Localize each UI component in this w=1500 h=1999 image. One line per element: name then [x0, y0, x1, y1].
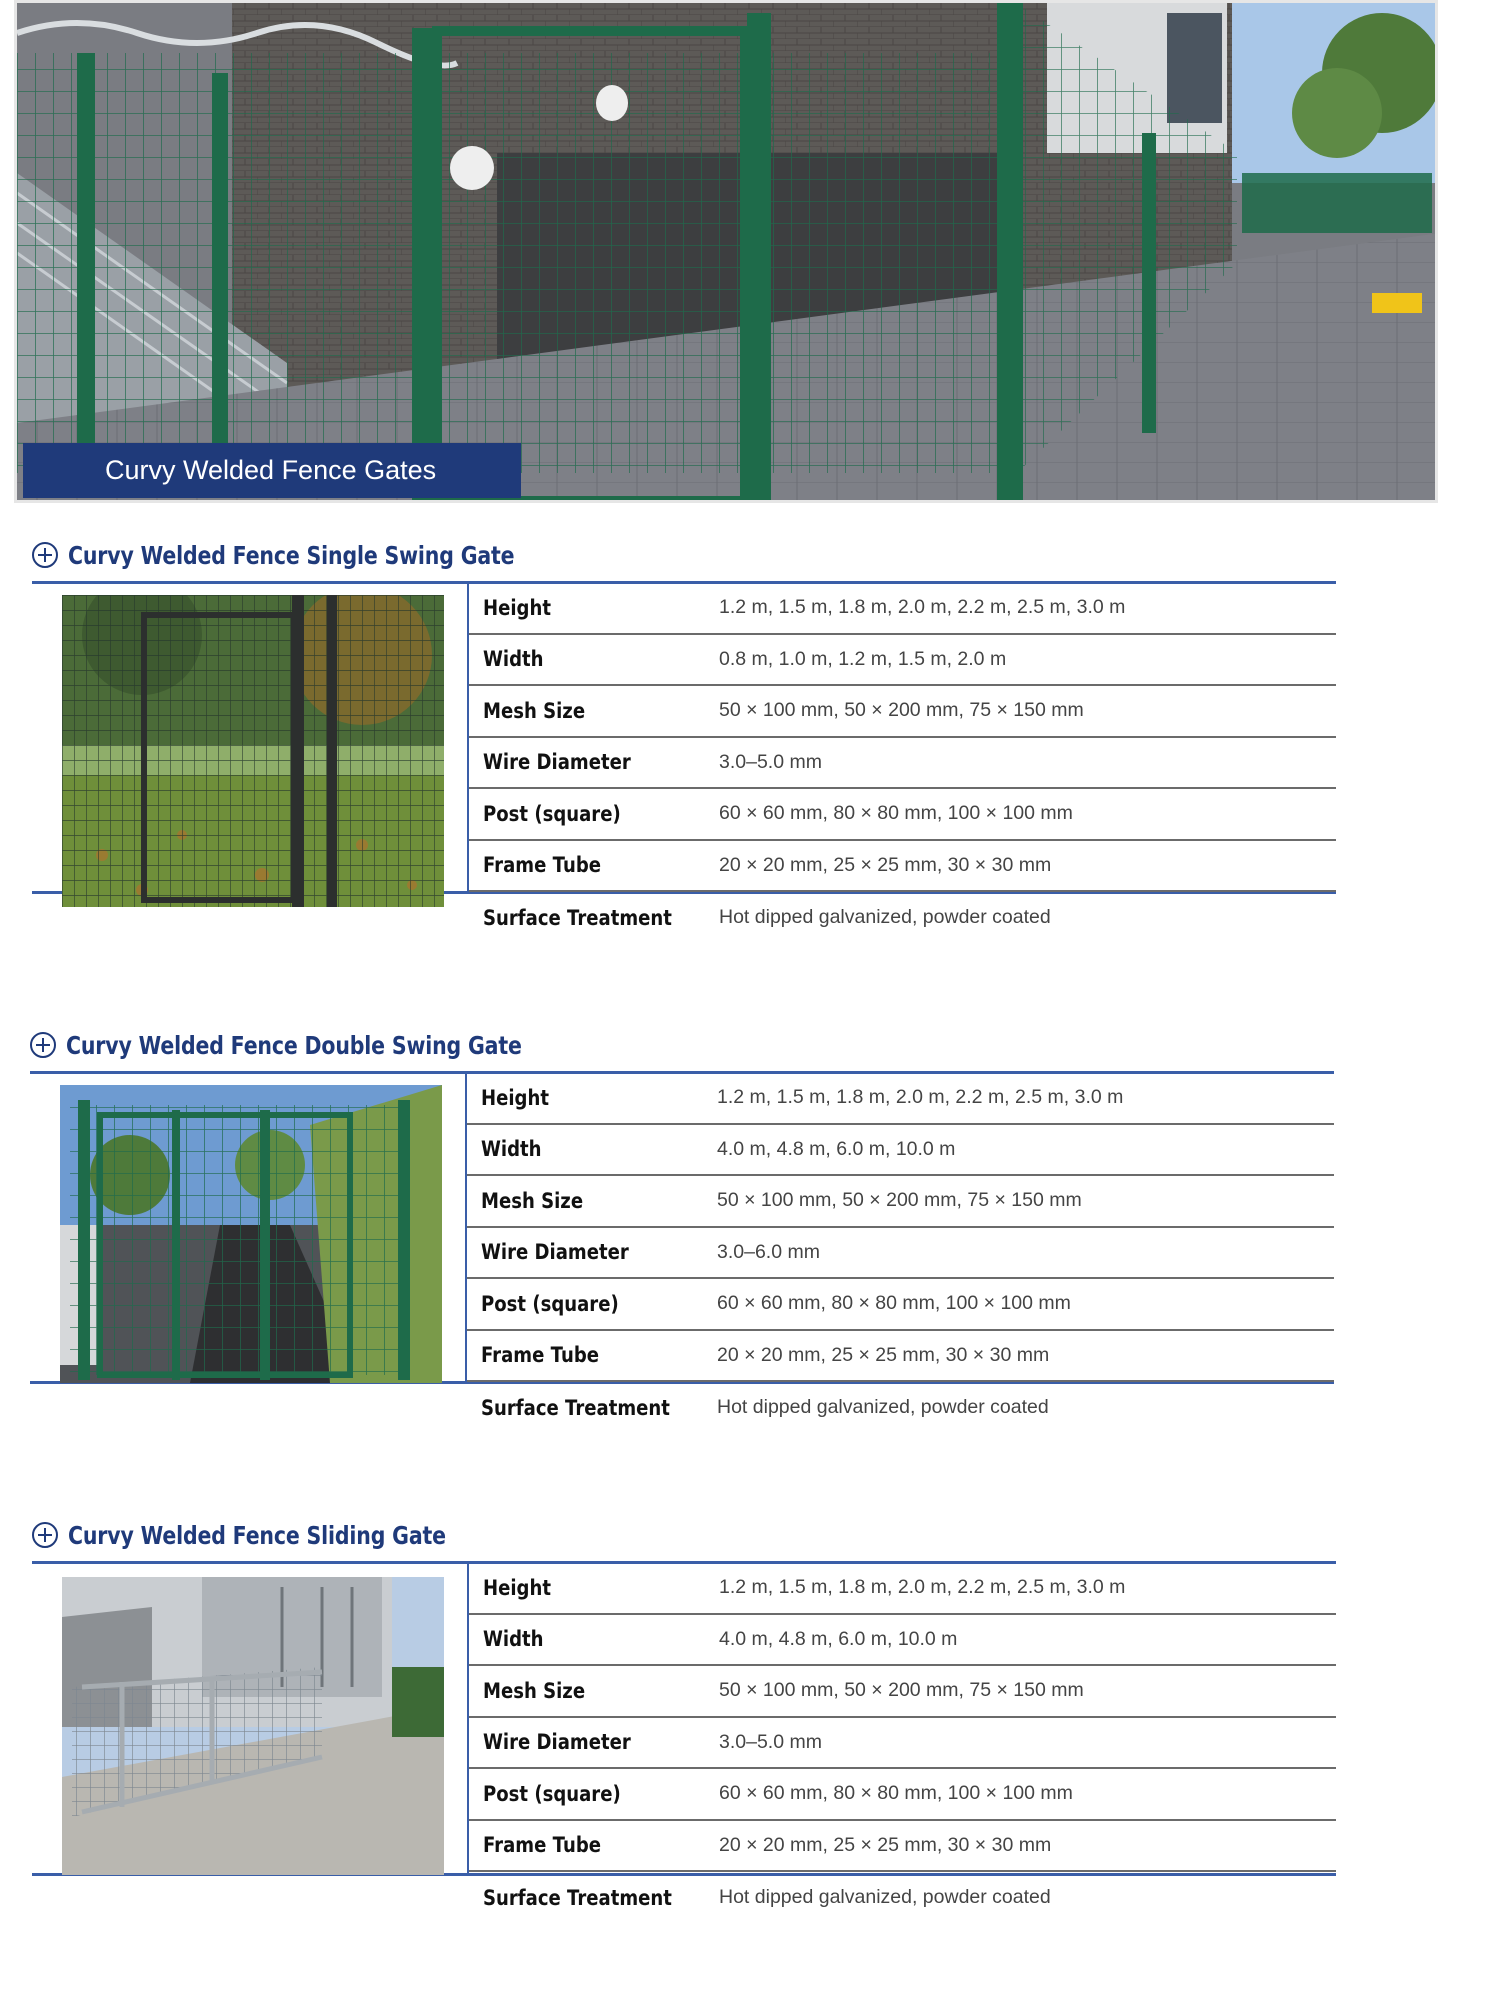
- spec-label: Width: [481, 1137, 542, 1162]
- section-title-row: [30, 1023, 1334, 1067]
- section-title-row: [32, 1513, 1336, 1557]
- sliding-gate-photo: [62, 1577, 444, 1875]
- spec-label: Frame Tube: [483, 1833, 602, 1858]
- spec-value: 3.0–5.0 mm: [719, 750, 822, 773]
- spec-row-frame-tube: [469, 1821, 1336, 1873]
- spec-table: [469, 583, 1336, 944]
- fence-gate-hero-image: [17, 3, 1438, 503]
- plus-circle-icon[interactable]: [32, 1522, 58, 1548]
- spec-value: 1.2 m, 1.5 m, 1.8 m, 2.0 m, 2.2 m, 2.5 m, 3.0 m: [717, 1086, 1124, 1109]
- spec-label: Post (square): [481, 1291, 619, 1316]
- spec-value: 20 × 20 mm, 25 × 25 mm, 30 × 30 mm: [719, 1833, 1052, 1856]
- spec-label: Wire Diameter: [481, 1240, 629, 1265]
- spec-row-height: [469, 583, 1336, 635]
- spec-value: 3.0–6.0 mm: [717, 1240, 820, 1263]
- spec-row-post: [469, 1769, 1336, 1821]
- spec-row-mesh-size: [467, 1176, 1334, 1228]
- spec-label: Mesh Size: [483, 698, 586, 723]
- spec-row-surface-treatment: [469, 1872, 1336, 1924]
- spec-label: Mesh Size: [481, 1188, 584, 1213]
- spec-row-wire-diameter: [469, 738, 1336, 790]
- section-title: Curvy Welded Fence Double Swing Gate: [66, 1030, 522, 1060]
- spec-label: Surface Treatment: [483, 905, 672, 930]
- spec-label: Width: [483, 647, 544, 672]
- double-swing-gate-photo: [60, 1085, 442, 1383]
- spec-row-frame-tube: [467, 1331, 1334, 1383]
- spec-value: Hot dipped galvanized, powder coated: [719, 906, 1051, 929]
- hero-caption: Curvy Welded Fence Gates: [23, 443, 521, 498]
- spec-label: Height: [481, 1085, 549, 1110]
- section-title: Curvy Welded Fence Single Swing Gate: [68, 540, 515, 570]
- spec-label: Wire Diameter: [483, 750, 631, 775]
- spec-row-width: [469, 1615, 1336, 1667]
- spec-label: Mesh Size: [483, 1678, 586, 1703]
- spec-value: 1.2 m, 1.5 m, 1.8 m, 2.0 m, 2.2 m, 2.5 m, 3.0 m: [719, 1576, 1126, 1599]
- spec-value: 4.0 m, 4.8 m, 6.0 m, 10.0 m: [719, 1627, 958, 1650]
- spec-value: 50 × 100 mm, 50 × 200 mm, 75 × 150 mm: [719, 1679, 1084, 1702]
- spec-row-post: [467, 1279, 1334, 1331]
- spec-row-height: [469, 1563, 1336, 1615]
- sliding-gate-section: [32, 1513, 1336, 1953]
- single-swing-gate-photo: [62, 595, 444, 907]
- spec-label: Post (square): [483, 1781, 621, 1806]
- spec-value: 60 × 60 mm, 80 × 80 mm, 100 × 100 mm: [717, 1292, 1071, 1315]
- spec-label: Height: [483, 595, 551, 620]
- single-swing-gate-section: [32, 533, 1336, 953]
- spec-value: 3.0–5.0 mm: [719, 1730, 822, 1753]
- spec-table: [469, 1563, 1336, 1924]
- spec-value: 0.8 m, 1.0 m, 1.2 m, 1.5 m, 2.0 m: [719, 647, 1007, 670]
- spec-row-mesh-size: [469, 686, 1336, 738]
- spec-label: Surface Treatment: [483, 1885, 672, 1910]
- spec-value: 20 × 20 mm, 25 × 25 mm, 30 × 30 mm: [717, 1343, 1050, 1366]
- spec-row-height: [467, 1073, 1334, 1125]
- spec-value: Hot dipped galvanized, powder coated: [719, 1886, 1051, 1909]
- spec-label: Width: [483, 1627, 544, 1652]
- spec-row-surface-treatment: [469, 892, 1336, 944]
- spec-row-wire-diameter: [469, 1718, 1336, 1770]
- section-title: Curvy Welded Fence Sliding Gate: [68, 1520, 446, 1550]
- spec-label: Surface Treatment: [481, 1395, 670, 1420]
- plus-circle-icon[interactable]: [32, 542, 58, 568]
- section-title-row: [32, 533, 1336, 577]
- spec-value: 60 × 60 mm, 80 × 80 mm, 100 × 100 mm: [719, 1782, 1073, 1805]
- spec-label: Frame Tube: [483, 853, 602, 878]
- spec-table: [467, 1073, 1334, 1434]
- plus-circle-icon[interactable]: [30, 1032, 56, 1058]
- double-swing-gate-section: [30, 1023, 1334, 1443]
- spec-value: 50 × 100 mm, 50 × 200 mm, 75 × 150 mm: [717, 1189, 1082, 1212]
- spec-value: 1.2 m, 1.5 m, 1.8 m, 2.0 m, 2.2 m, 2.5 m, 3.0 m: [719, 596, 1126, 619]
- spec-row-width: [469, 635, 1336, 687]
- spec-row-post: [469, 789, 1336, 841]
- spec-value: Hot dipped galvanized, powder coated: [717, 1396, 1049, 1419]
- spec-value: 20 × 20 mm, 25 × 25 mm, 30 × 30 mm: [719, 853, 1052, 876]
- spec-label: Post (square): [483, 801, 621, 826]
- spec-row-surface-treatment: [467, 1382, 1334, 1434]
- spec-label: Height: [483, 1575, 551, 1600]
- spec-value: 50 × 100 mm, 50 × 200 mm, 75 × 150 mm: [719, 699, 1084, 722]
- spec-label: Wire Diameter: [483, 1730, 631, 1755]
- spec-value: 4.0 m, 4.8 m, 6.0 m, 10.0 m: [717, 1137, 956, 1160]
- spec-row-wire-diameter: [467, 1228, 1334, 1280]
- spec-value: 60 × 60 mm, 80 × 80 mm, 100 × 100 mm: [719, 802, 1073, 825]
- spec-row-mesh-size: [469, 1666, 1336, 1718]
- hero-banner: [14, 0, 1438, 503]
- spec-label: Frame Tube: [481, 1343, 600, 1368]
- spec-row-frame-tube: [469, 841, 1336, 893]
- spec-row-width: [467, 1125, 1334, 1177]
